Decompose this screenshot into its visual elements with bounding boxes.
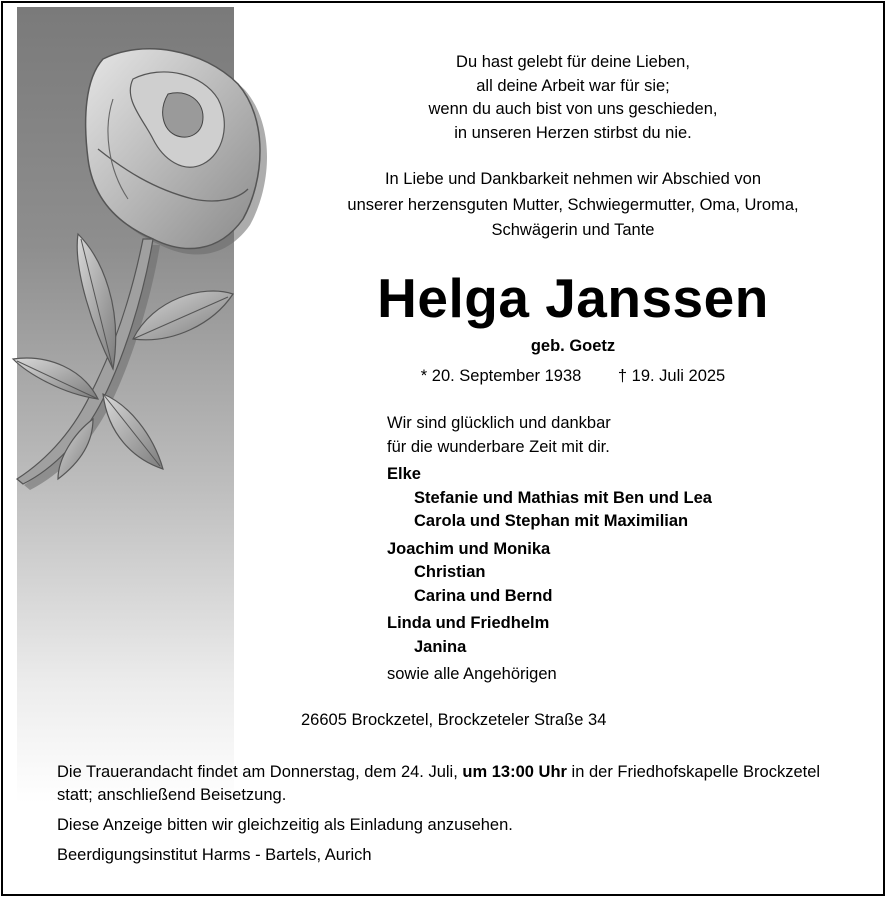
poem xyxy=(273,51,873,145)
obituary-frame xyxy=(1,1,885,896)
gratitude-line: für die wunderbare Zeit mit dir. xyxy=(387,437,610,456)
maiden-name: geb. Goetz xyxy=(530,337,616,355)
intro-line: Schwägerin und Tante xyxy=(491,221,655,239)
family-group xyxy=(387,612,712,659)
family-member: Janina xyxy=(414,637,467,656)
family-member: Carola und Stephan mit Maximilian xyxy=(414,512,689,530)
rose-icon xyxy=(3,39,283,499)
intro-line: unserer herzensguten Mutter, Schwiegermutter, Oma, Uroma, xyxy=(347,195,799,214)
death-date: † 19. Juli 2025 xyxy=(617,367,726,385)
service-time: um 13:00 Uhr xyxy=(462,763,567,781)
family-group xyxy=(387,463,712,534)
intro-line: In Liebe und Dankbarkeit nehmen wir Abschied von xyxy=(384,170,762,188)
birth-date: * 20. September 1938 xyxy=(420,367,582,385)
family-member: Stefanie und Mathias mit Ben und Lea xyxy=(414,488,712,507)
poem-line: Du hast gelebt für deine Lieben, xyxy=(456,53,690,71)
poem-line: in unseren Herzen stirbst du nie. xyxy=(454,123,692,142)
poem-line: all deine Arbeit war für sie; xyxy=(476,76,670,95)
invitation-note: Diese Anzeige bitten wir gleichzeitig als Einladung anzusehen. xyxy=(57,816,513,834)
family-head: Elke xyxy=(387,465,421,483)
family-head: Joachim und Monika xyxy=(387,539,551,558)
gratitude-line: Wir sind glücklich und dankbar xyxy=(387,414,611,432)
family-member: Carina und Bernd xyxy=(414,586,553,605)
undertaker: Beerdigungsinstitut Harms - Bartels, Aurich xyxy=(57,846,372,864)
relatives-line: sowie alle Angehörigen xyxy=(387,665,557,683)
footer-notes xyxy=(57,761,857,874)
deceased-name: Helga Janssen xyxy=(377,267,769,329)
family-head: Linda und Friedhelm xyxy=(387,614,550,632)
service-text-1: Die Trauerandacht findet am Donnerstag, dem 24. Juli, xyxy=(57,763,458,781)
address: 26605 Brockzetel, Brockzeteler Straße 34 xyxy=(301,711,607,729)
service-text-2: in der Friedhofskapelle Brockzetel statt; anschließend Beisetzung. xyxy=(57,763,821,804)
intro-text xyxy=(273,167,873,244)
poem-line: wenn du auch bist von uns geschieden, xyxy=(428,100,718,118)
family-member: Christian xyxy=(414,563,486,581)
service-info xyxy=(57,761,857,807)
family-group xyxy=(387,538,712,609)
life-dates xyxy=(273,367,873,386)
family-list xyxy=(387,412,712,687)
